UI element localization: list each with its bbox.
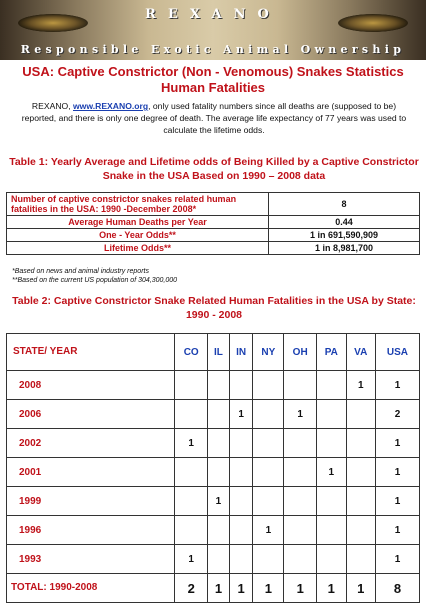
- count-cell: 1: [175, 545, 208, 574]
- table-row: [7, 429, 420, 458]
- count-cell: [346, 400, 375, 429]
- count-cell: [208, 429, 230, 458]
- count-cell: 1: [375, 487, 419, 516]
- count-cell: [208, 545, 230, 574]
- count-cell: 1: [317, 574, 346, 603]
- row-value: 0.44: [269, 216, 420, 229]
- count-cell: 1: [253, 574, 284, 603]
- count-cell: 1: [229, 400, 253, 429]
- count-cell: 1: [375, 371, 419, 400]
- state-header: IL: [208, 334, 230, 371]
- count-cell: 1: [375, 429, 419, 458]
- intro-text-start: REXANO,: [31, 101, 73, 111]
- count-cell: [175, 487, 208, 516]
- count-cell: [229, 429, 253, 458]
- total-row: [7, 574, 420, 603]
- count-cell: [317, 545, 346, 574]
- year-cell: 1996: [7, 516, 175, 545]
- count-cell: [346, 516, 375, 545]
- count-cell: [253, 429, 284, 458]
- count-cell: 1: [375, 516, 419, 545]
- table2-heading: Table 2: Captive Constrictor Snake Related Human Fatalities in the USA by State: 1990 - 2008: [12, 295, 416, 321]
- state-header: IN: [229, 334, 253, 371]
- total-label: TOTAL: 1990-2008: [7, 574, 175, 603]
- intro-paragraph: [14, 100, 414, 136]
- count-cell: [317, 371, 346, 400]
- count-cell: 1: [175, 429, 208, 458]
- count-cell: [253, 487, 284, 516]
- footnote: **Based on the current US population of 304,300,000: [12, 277, 178, 284]
- count-cell: 1: [346, 371, 375, 400]
- count-cell: 1: [284, 400, 317, 429]
- row-label: Number of captive constrictor snakes related human fatalities in the USA: 1990 -December 2008*: [7, 193, 269, 216]
- state-header: VA: [346, 334, 375, 371]
- count-cell: [284, 371, 317, 400]
- count-cell: [317, 487, 346, 516]
- table-row: [7, 229, 420, 242]
- table1-heading: Table 1: Yearly Average and Lifetime odds of Being Killed by a Captive Constrictor Snake in the USA Based on 1990 – 2008 data: [9, 156, 419, 182]
- count-cell: [253, 400, 284, 429]
- count-cell: [229, 516, 253, 545]
- count-cell: [346, 487, 375, 516]
- count-cell: [317, 400, 346, 429]
- row-value: 8: [269, 193, 420, 216]
- count-cell: [229, 458, 253, 487]
- table-row: [7, 242, 420, 255]
- state-header: CO: [175, 334, 208, 371]
- odds-table: [6, 192, 420, 255]
- state-header: OH: [284, 334, 317, 371]
- brand-name: REXANO: [145, 7, 281, 22]
- count-cell: [229, 487, 253, 516]
- count-cell: [253, 458, 284, 487]
- count-cell: [284, 516, 317, 545]
- count-cell: [208, 516, 230, 545]
- count-cell: [229, 545, 253, 574]
- footnote: *Based on news and animal industry reports: [12, 268, 149, 275]
- count-cell: 1: [208, 574, 230, 603]
- page-title: USA: Captive Constrictor (Non - Venomous) Snakes Statistics Human Fatalities: [22, 64, 404, 95]
- year-cell: 1993: [7, 545, 175, 574]
- header-banner: [0, 0, 426, 60]
- row-value: 1 in 8,981,700: [269, 242, 420, 255]
- count-cell: [346, 429, 375, 458]
- table-row: [7, 371, 420, 400]
- count-cell: [253, 545, 284, 574]
- count-cell: 8: [375, 574, 419, 603]
- count-cell: [208, 400, 230, 429]
- count-cell: 1: [208, 487, 230, 516]
- count-cell: [346, 545, 375, 574]
- count-cell: 1: [375, 458, 419, 487]
- header-row: [7, 334, 420, 371]
- count-cell: [284, 487, 317, 516]
- count-cell: [175, 400, 208, 429]
- count-cell: 1: [229, 574, 253, 603]
- state-header: PA: [317, 334, 346, 371]
- row-label: Average Human Deaths per Year: [7, 216, 269, 229]
- count-cell: 2: [175, 574, 208, 603]
- table1-footnotes: [12, 267, 177, 285]
- count-cell: [229, 371, 253, 400]
- count-cell: [175, 371, 208, 400]
- count-cell: [284, 458, 317, 487]
- intro-text-end: , only used fatality numbers since all deaths are (supposed to be) reported, and there is only one degree of death. The average life expectancy of 77 years was used to calculate the lifetime odds.: [21, 101, 407, 135]
- table-row: [7, 400, 420, 429]
- row-label: Lifetime Odds**: [7, 242, 269, 255]
- state-header: NY: [253, 334, 284, 371]
- table-row: [7, 545, 420, 574]
- table-row: [7, 216, 420, 229]
- table-row: [7, 193, 420, 216]
- count-cell: [317, 429, 346, 458]
- count-cell: 1: [346, 574, 375, 603]
- table-row: [7, 516, 420, 545]
- rexano-link[interactable]: www.REXANO.org: [73, 101, 149, 111]
- year-cell: 2008: [7, 371, 175, 400]
- year-cell: 2001: [7, 458, 175, 487]
- brand-tagline: Responsible Exotic Animal Ownership: [20, 43, 406, 56]
- year-cell: 1999: [7, 487, 175, 516]
- count-cell: 1: [284, 574, 317, 603]
- count-cell: 1: [317, 458, 346, 487]
- count-cell: [284, 545, 317, 574]
- count-cell: [284, 429, 317, 458]
- count-cell: [317, 516, 346, 545]
- count-cell: [208, 371, 230, 400]
- fatalities-by-state-table: [6, 333, 420, 603]
- count-cell: [175, 516, 208, 545]
- row-label: One - Year Odds**: [7, 229, 269, 242]
- corner-header: STATE/ YEAR: [7, 334, 175, 371]
- state-header: USA: [375, 334, 419, 371]
- count-cell: 1: [375, 545, 419, 574]
- count-cell: 1: [253, 516, 284, 545]
- count-cell: 2: [375, 400, 419, 429]
- row-value: 1 in 691,590,909: [269, 229, 420, 242]
- count-cell: [175, 458, 208, 487]
- count-cell: [208, 458, 230, 487]
- year-cell: 2002: [7, 429, 175, 458]
- table-row: [7, 487, 420, 516]
- year-cell: 2006: [7, 400, 175, 429]
- count-cell: [253, 371, 284, 400]
- count-cell: [346, 458, 375, 487]
- table-row: [7, 458, 420, 487]
